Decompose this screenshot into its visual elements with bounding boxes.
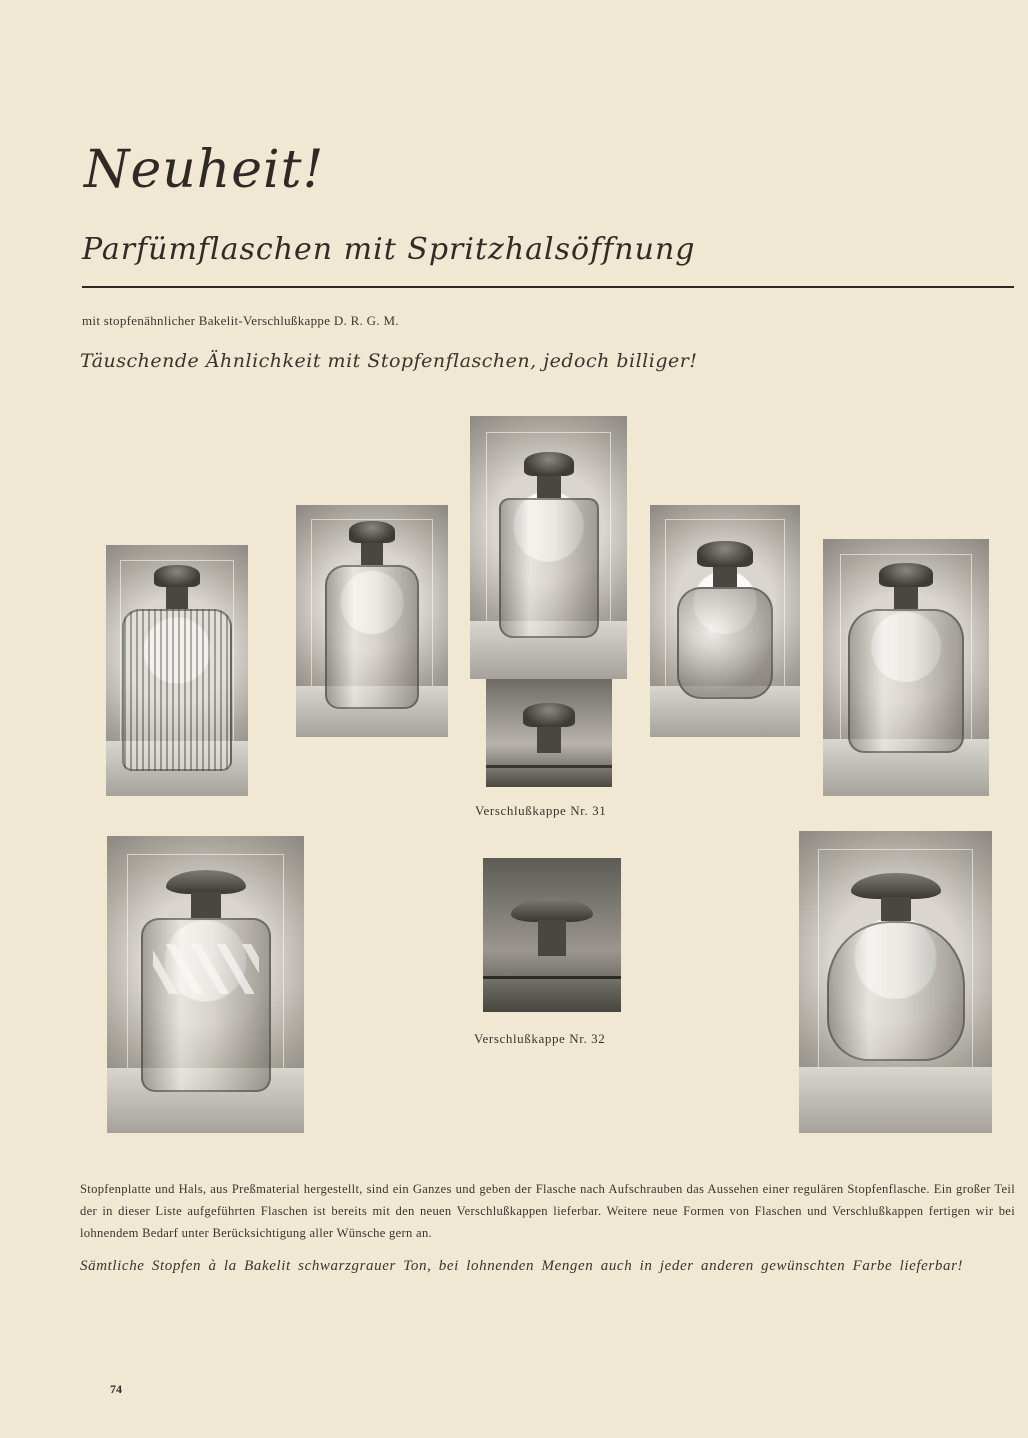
caption-cap-31: Verschlußkappe Nr. 31: [475, 803, 607, 818]
header-divider: [82, 286, 1014, 288]
caption-cap-32: Verschlußkappe Nr. 32: [474, 1031, 606, 1046]
cap-31-photo: [486, 679, 612, 787]
bottle-photo-5: [823, 539, 989, 796]
intro-line: mit stopfenähnlicher Bakelit-Verschlußkappe D. R. G. M.: [82, 313, 399, 328]
color-availability-note: Sämtliche Stopfen à la Bakelit schwarzgrauer Ton, bei lohnenden Mengen auch in jeder anderen gewünschten Farbe lieferbar!: [80, 1258, 964, 1274]
cap-32-photo: [483, 858, 621, 1012]
page-title: Neuheit!: [84, 140, 325, 200]
bottle-photo-4: [650, 505, 800, 737]
bottle-photo-1: [106, 545, 248, 796]
page-subtitle: Parfümflaschen mit Spritzhalsöffnung: [82, 232, 696, 267]
bottle-photo-2: [296, 505, 448, 737]
page-number: 74: [110, 1382, 122, 1396]
bottle-photo-6: [107, 836, 304, 1133]
description-paragraph: Stopfenplatte und Hals, aus Preßmaterial hergestellt, sind ein Ganzes und geben der Flasche nach Aufschrauben das Aussehen einer regulären Stopfenflasche. Ein großer Teil der in dieser Liste aufgeführten Flaschen ist bereits mit den neuen Verschlußkappen lieferbar. Weitere neue Formen von Flaschen und Verschlußkappen fertigen wir bei lohnendem Bedarf unter Berücksichtigung aller Wünsche gern an.: [80, 1182, 1015, 1240]
bottle-photo-7: [799, 831, 992, 1133]
bottle-photo-3: [470, 416, 627, 679]
intro-tagline: Täuschende Ähnlichkeit mit Stopfenflaschen, jedoch billiger!: [80, 350, 698, 372]
